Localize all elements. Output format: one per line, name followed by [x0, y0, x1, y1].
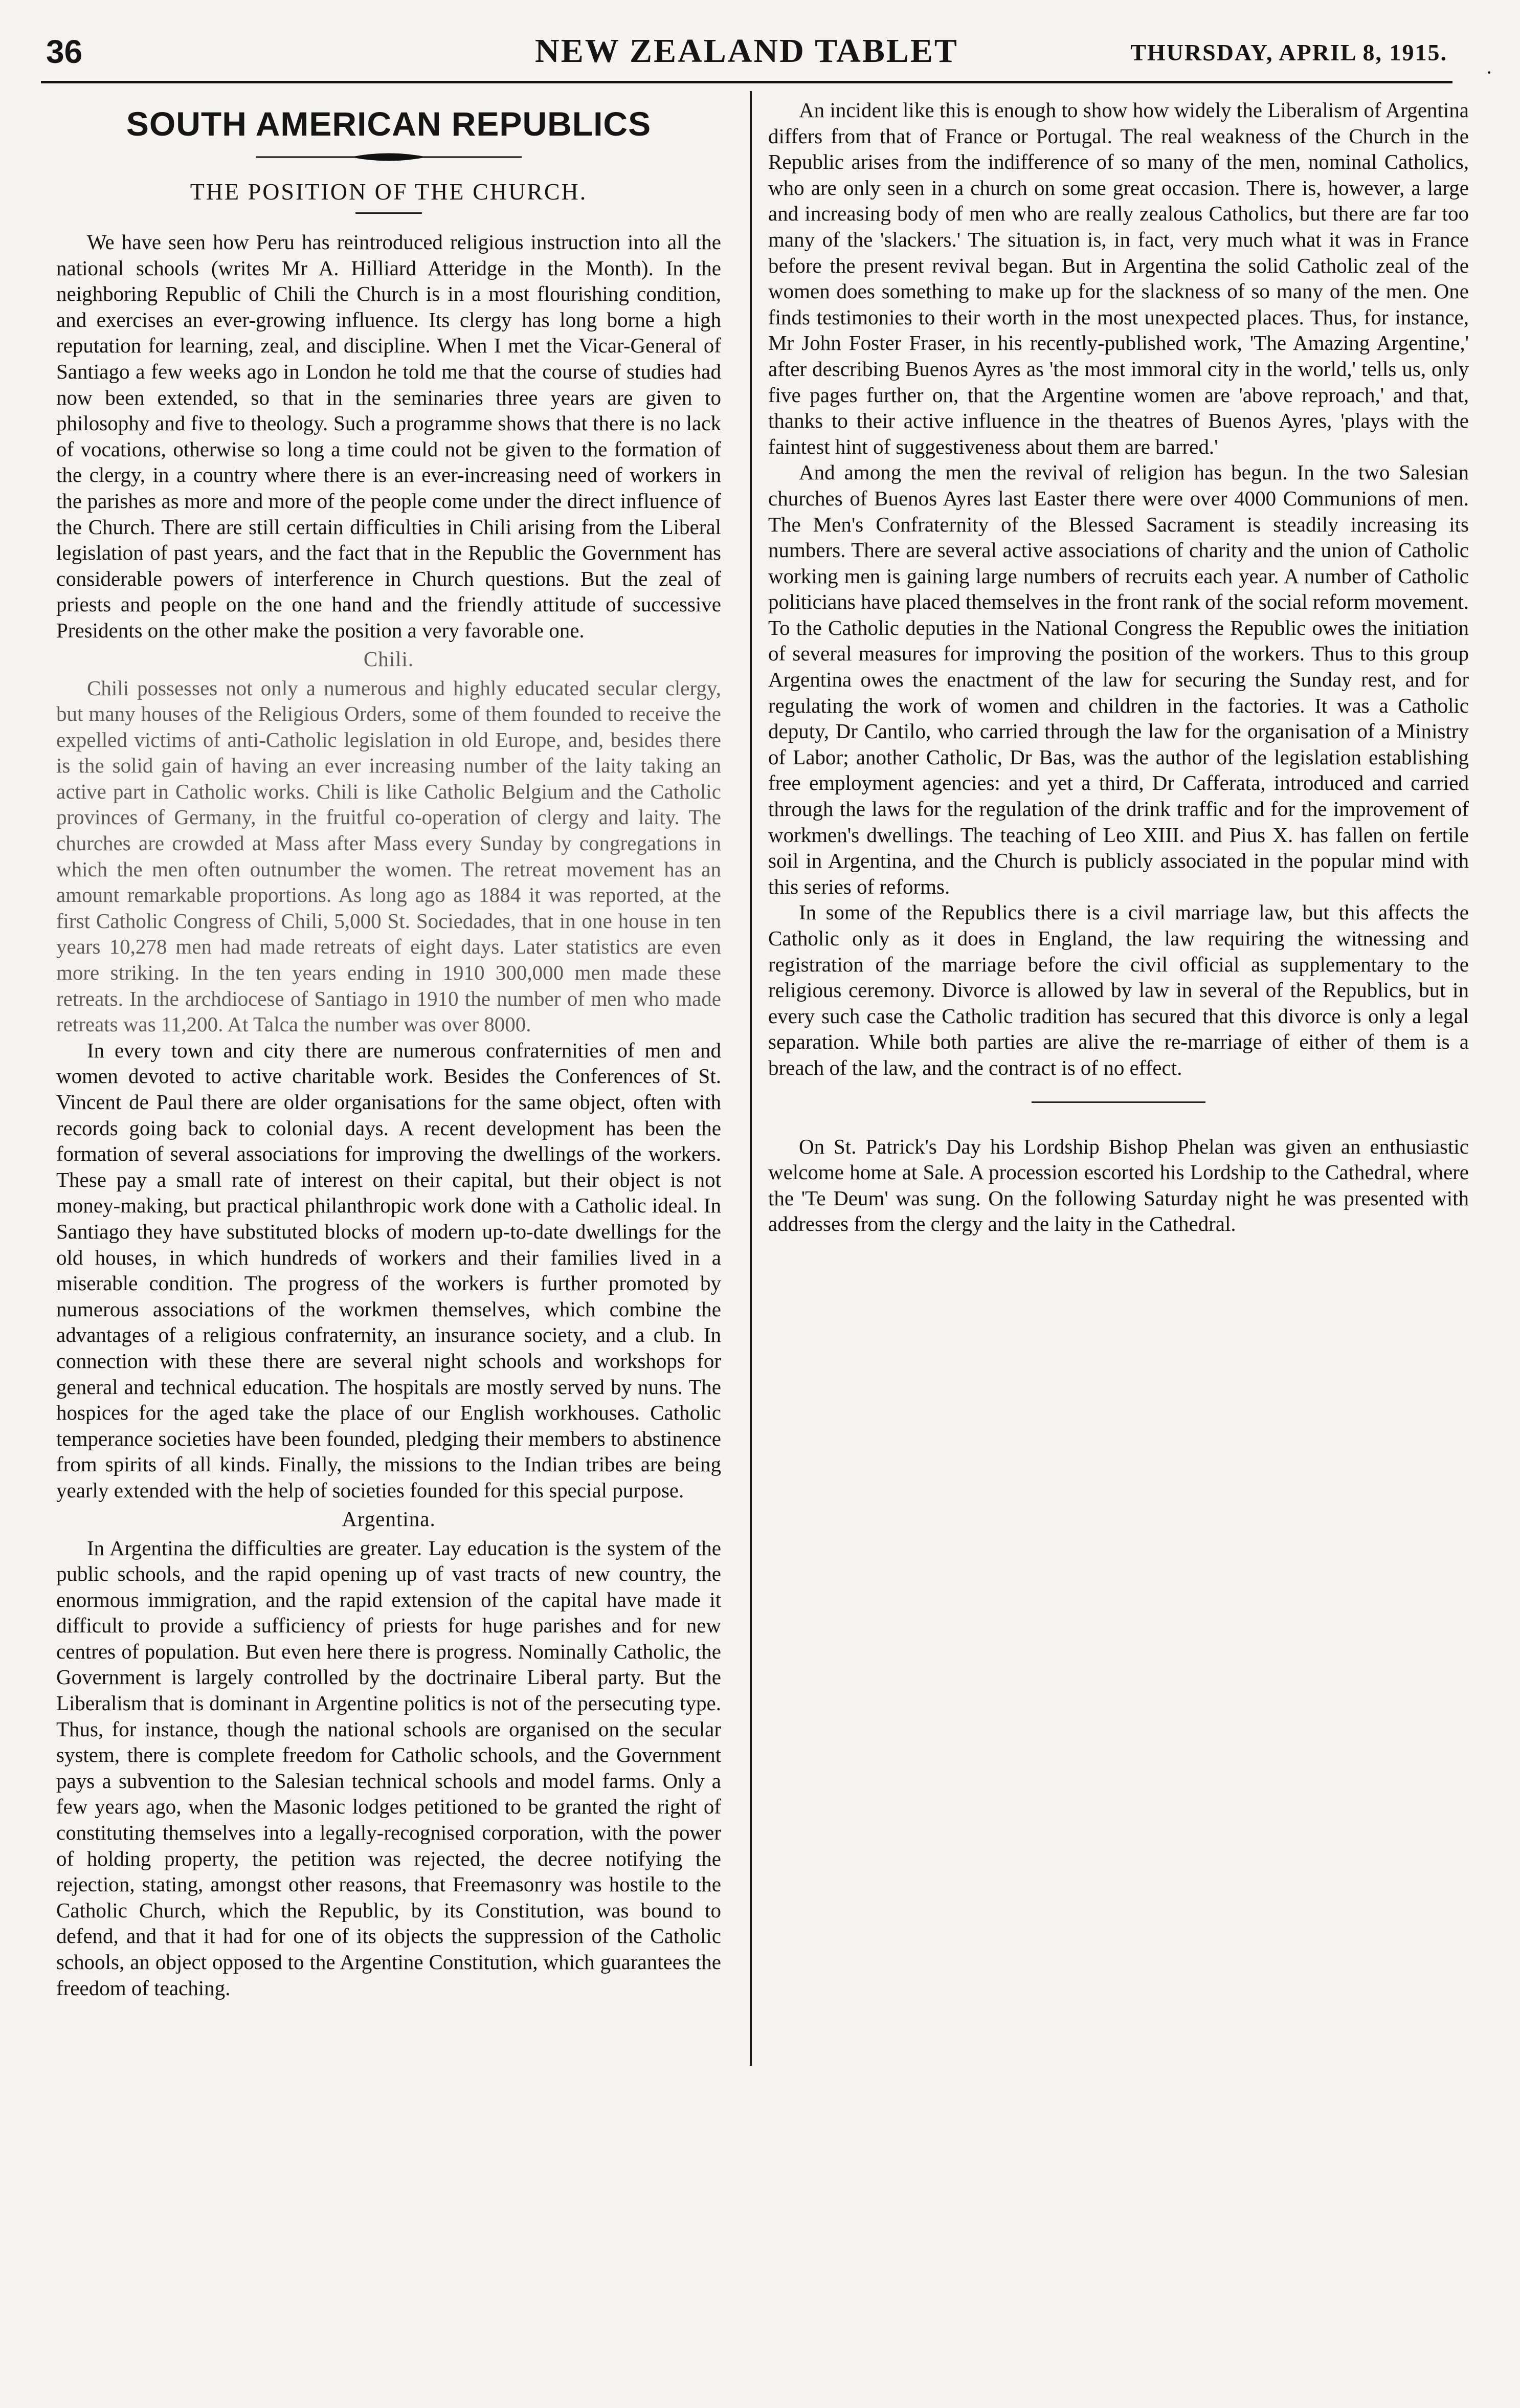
- chili-paragraph-1: Chili possesses not only a numerous and highly educated secular clergy, but many houses of the Religious Orders, some of them founded to receive the expelled victims of anti-Catholic legislation in old Europe, and, besides there is the solid gain of having an ever increasing number of the laity taking an active part in Catholic works. Chili is like Catholic Belgium and the Catholic provinces of Germany, in the fruitful co-operation of clergy and laity. The churches are crowded at Mass after Mass every Sunday by congregations in which the men often outnumber the women. The retreat movement has an amount remarkable proportions. As long ago as 1884 it was reported, at the first Catholic Congress of Chili, 5,000 St. Sociedades, that in one house in ten years 10,278 men had made retreats of eight days. Later statistics are even more striking. In the ten years ending in 1910 300,000 men made these retreats. In the archdiocese of Santiago in 1910 the number of men who made retreats was 11,200. At Talca the number was over 8000.: [56, 676, 721, 1036]
- argentina-paragraph-1: In Argentina the difficulties are greater. Lay education is the system of the public schools, and the rapid opening up of vast tracts of new country, the enormous immigration, and the rapid extension of the capital have made it difficult to provide a sufficiency of priests for huge parishes and for new centres of population. But even here there is progress. Nominally Catholic, the Government is largely controlled by the doctrinaire Liberal party. But the Liberalism that is dominant in Argentine politics is not of the persecuting type. Thus, for instance, though the national schools are organised on the secular system, there is complete freedom for Catholic schools, and the Government pays a subvention to the Salesian technical schools and model farms. Only a few years ago, when the Masonic lodges petitioned to be granted the right of constituting themselves into a legally-recognised corporation, with the power of holding property, the petition was rejected, the decree notifying the rejection, stating, amongst other reasons, that Freemasonry was hostile to the Catholic Church, which the Republic, by its Constitution, was bound to defend, and that it had for one of its objects the suppression of the Catholic schools, an object opposed to the Argentine Constitution, which guarantees the freedom of teaching.: [56, 1536, 721, 2000]
- argentina-paragraph-4: In some of the Republics there is a civil marriage law, but this affects the Catholic only as it does in England, the law requiring the witnessing and registration of the marriage before the civil official as supplementary to the religious ceremony. Divorce is allowed by law in several of the Republics, but in every such case the Catholic tradition has secured that this divorce is only a legal separation. While both parties are alive the re-marriage of either of them is a breach of the law, and the contract is of no effect.: [768, 900, 1469, 1079]
- article-subheadline: THE POSITION OF THE CHURCH.: [190, 179, 588, 205]
- section-heading-chili: Chili.: [363, 647, 414, 671]
- decorative-rule-icon: [256, 148, 522, 166]
- newspaper-title: NEW ZEALAND TABLET: [535, 32, 958, 70]
- issue-date: THURSDAY, APRIL 8, 1915.: [1130, 39, 1447, 65]
- subhead-rule: [355, 212, 422, 214]
- news-item-paragraph: On St. Patrick's Day his Lordship Bishop Phelan was given an enthusiastic welcome home at Sale. A procession escorted his Lordship to the Cathedral, where the 'Te Deum' was sung. On the following Saturday night he was presented with addresses from the clergy and the laity in the Cathedral.: [768, 1134, 1469, 1236]
- intro-paragraph: We have seen how Peru has reintroduced religious instruction into all the national schools (writes Mr A. Hilliard Atteridge in the Month). In the neighboring Republic of Chili the Church is in a most flourishing condition, and exercises an ever-growing influence. Its clergy has long borne a high reputation for learning, zeal, and discipline. When I met the Vicar-General of Santiago a few weeks ago in London he told me that the course of studies had now been extended, so that in the seminaries three years are given to philosophy and five to theology. Such a programme shows that there is no lack of vocations, otherwise so long a time could not be given to the formation of the clergy, in a country where there is an ever-increasing need of workers in the parishes as more and more of the people come under the direct influence of the Church. There are still certain difficulties in Chili arising from the Liberal legislation of past years, and the fact that in the Republic the Government has considerable powers of interference in Church questions. But the zeal of priests and people on the one hand and the friendly attitude of successive Presidents on the other make the position a very favorable one.: [56, 230, 721, 642]
- article-end-rule: [1032, 1101, 1205, 1103]
- article-headline: SOUTH AMERICAN REPUBLICS: [126, 105, 652, 143]
- right-column: [768, 97, 1469, 1237]
- left-column: [56, 97, 721, 2001]
- page-number: 36: [46, 33, 83, 70]
- column-divider: [750, 91, 752, 2066]
- argentina-paragraph-3: And among the men the revival of religion has begun. In the two Salesian churches of Buenos Ayres last Easter there were over 4000 Communions of men. The Men's Confraternity of the Blessed Sacrament is steadily increasing its numbers. There are several active associations of charity and the union of Catholic working men is gaining large numbers of recruits each year. A number of Catholic politicians have placed themselves in the front rank of the social reform movement. To the Catholic deputies in the National Congress the Republic owes the initiation of several measures for improving the position of the workers. Thus to this group Argentina owes the enactment of the law for securing the Sunday rest, and for regulating the work of women and children in the factories. It was a Catholic deputy, Dr Cantilo, who carried through the law for the organisation of a Ministry of Labor; another Catholic, Dr Bas, was the author of the legislation establishing free employment agencies: and yet a third, Dr Cafferata, introduced and carried through the laws for the regulation of the drink traffic and for the improvement of workmen's dwellings. The teaching of Leo XIII. and Pius X. has fallen on fertile soil in Argentina, and the Church is publicly associated in the popular mind with this series of reforms.: [768, 460, 1469, 898]
- argentina-paragraph-2: An incident like this is enough to show how widely the Liberalism of Argentina differs from that of France or Portugal. The real weakness of the Church in the Republic arises from the indifference of so many of the men, nominal Catholics, who are only seen in a church on some great occasion. There is, however, a large and increasing body of men who are really zealous Catholics, but there are far too many of the 'slackers.' The situation is, in fact, very much what it was in France before the present revival began. But in Argentina the solid Catholic zeal of the women does something to make up for the slackness of so many of the men. One finds testimonies to their worth in the most unexpected places. Thus, for instance, Mr John Foster Fraser, in his recently-published work, 'The Amazing Argentine,' after describing Buenos Ayres as 'the most immoral city in the world,' tells us, only five pages further on, that the Argentine women are 'above reproach,' and that, thanks to their active influence in the theatres of Buenos Ayres, 'plays with the faintest hint of suggestiveness about them are barred.': [768, 98, 1469, 458]
- print-speck: ·: [1486, 61, 1493, 84]
- chili-paragraph-2: In every town and city there are numerous confraternities of men and women devoted to active charitable work. Besides the Conferences of St. Vincent de Paul there are older organisations for the same object, often with records going back to colonial days. A recent development has been the formation of several associations for improving the dwellings of the workers. These pay a small rate of interest on their capital, but their object is not money-making, but practical philanthropic work done with a Catholic ideal. In Santiago they have substituted blocks of modern up-to-date dwellings for the old houses, in which hundreds of workers and their families lived in a miserable condition. The progress of the workers is further promoted by numerous associations of the workmen themselves, which combine the advantages of a religious confraternity, an insurance society, and a club. In connection with these there are several night schools and workshops for general and technical education. The hospitals are mostly served by nuns. The hospices for the aged take the place of our English workhouses. Catholic temperance societies have been founded, pledging their members to abstinence from spirits of all kinds. Finally, the missions to the Indian tribes are being yearly extended with the help of societies founded for this special purpose.: [56, 1038, 721, 1502]
- section-heading-argentina: Argentina.: [342, 1507, 436, 1531]
- masthead: [41, 32, 1452, 83]
